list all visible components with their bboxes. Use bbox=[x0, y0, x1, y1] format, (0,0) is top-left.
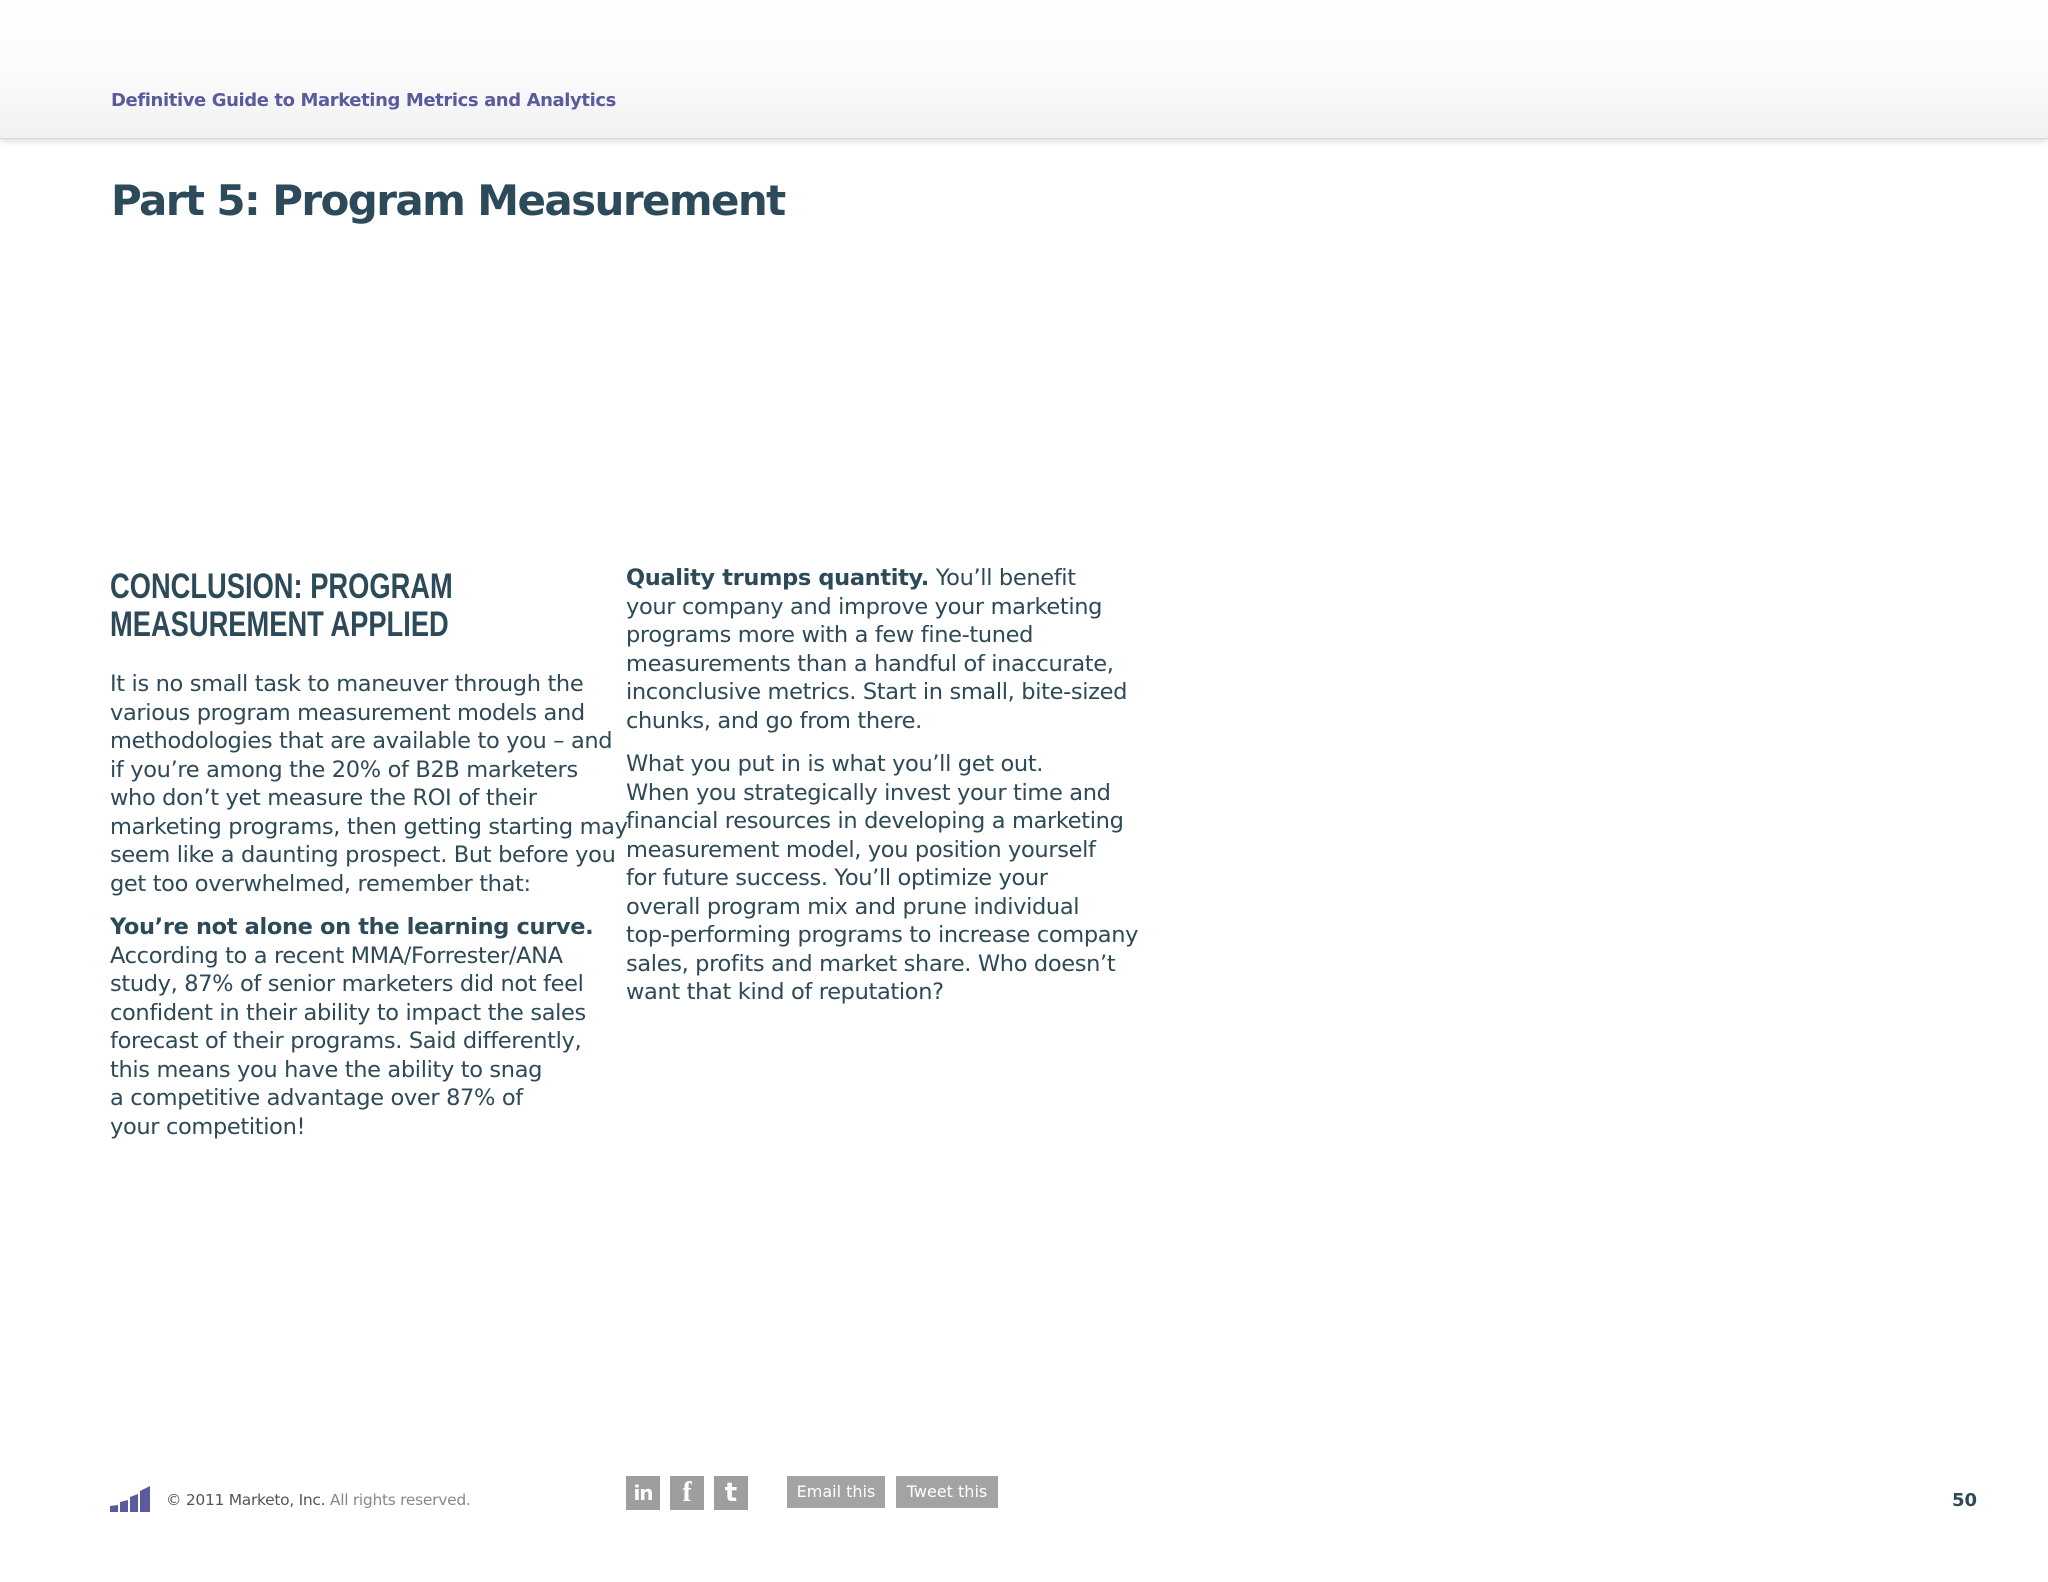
text-line: It is no small task to maneuver through the bbox=[110, 671, 584, 697]
quality-paragraph bbox=[626, 564, 1146, 735]
page-number: 50 bbox=[1952, 1490, 1978, 1511]
text-line: methodologies that are available to you – and bbox=[110, 728, 613, 754]
rights-reserved-text: All rights reserved. bbox=[325, 1491, 471, 1509]
header-band bbox=[0, 0, 2048, 139]
text-line: What you put in is what you’ll get out. bbox=[626, 751, 1044, 777]
text-line: According to a recent MMA/Forrester/ANA bbox=[110, 942, 563, 969]
section-heading bbox=[110, 568, 453, 644]
copyright-text: © 2011 Marketo, Inc. bbox=[166, 1491, 326, 1509]
part-title: Part 5: Program Measurement bbox=[111, 176, 785, 225]
text-line: When you strategically invest your time and bbox=[626, 779, 1111, 806]
marketo-logo-icon bbox=[110, 1486, 150, 1512]
text-line: forecast of their programs. Said differently, bbox=[110, 1028, 582, 1054]
text-line: get too overwhelmed, remember that: bbox=[110, 870, 531, 897]
text-line: financial resources in developing a marketing bbox=[626, 808, 1124, 834]
investment-paragraph bbox=[626, 750, 1146, 1007]
text-line: if you’re among the 20% of B2B marketers bbox=[110, 756, 578, 783]
tweet-this-button[interactable]: Tweet this bbox=[896, 1476, 998, 1508]
learning-curve-paragraph bbox=[110, 913, 610, 1141]
text-line: measurement model, you position yourself bbox=[626, 836, 1096, 863]
section-heading-line: CONCLUSION: PROGRAM bbox=[110, 567, 453, 606]
twitter-share-icon[interactable]: t bbox=[714, 1476, 748, 1510]
text-line: sales, profits and market share. Who doesn’t bbox=[626, 950, 1116, 977]
text-line: various program measurement models and bbox=[110, 699, 585, 726]
left-column bbox=[110, 670, 628, 1156]
text-line: chunks, and go from there. bbox=[626, 707, 922, 734]
text-line: seem like a daunting prospect. But before you bbox=[110, 842, 616, 868]
text-fragment: You’ll benefit bbox=[928, 565, 1076, 591]
text-line: study, 87% of senior marketers did not feel bbox=[110, 971, 584, 997]
text-line: programs more with a few fine-tuned bbox=[626, 622, 1034, 648]
text-line: who don’t yet measure the ROI of their bbox=[110, 785, 537, 811]
text-line: your competition! bbox=[110, 1113, 306, 1140]
text-line: a competitive advantage over 87% of bbox=[110, 1085, 523, 1111]
learning-curve-title: You’re not alone on the learning curve. bbox=[110, 914, 594, 940]
text-line: for future success. You’ll optimize your bbox=[626, 865, 1048, 891]
text-line: confident in their ability to impact the sales bbox=[110, 999, 586, 1026]
facebook-share-icon[interactable]: f bbox=[670, 1476, 704, 1510]
intro-paragraph bbox=[110, 670, 628, 898]
text-line: marketing programs, then getting starting may bbox=[110, 813, 628, 840]
text-line: inconclusive metrics. Start in small, bite-sized bbox=[626, 679, 1127, 705]
linkedin-share-icon[interactable]: in bbox=[626, 1476, 660, 1510]
email-this-button[interactable]: Email this bbox=[787, 1476, 885, 1508]
copyright bbox=[166, 1491, 471, 1509]
text-line: measurements than a handful of inaccurate, bbox=[626, 650, 1114, 677]
text-line: your company and improve your marketing bbox=[626, 593, 1103, 620]
text-line: top-performing programs to increase company bbox=[626, 922, 1139, 948]
right-column bbox=[626, 564, 1146, 1022]
text-line: overall program mix and prune individual bbox=[626, 893, 1080, 920]
text-line: want that kind of reputation? bbox=[626, 979, 944, 1005]
quality-title: Quality trumps quantity. bbox=[626, 565, 929, 591]
text-line: this means you have the ability to snag bbox=[110, 1056, 543, 1083]
document-title: Definitive Guide to Marketing Metrics and Analytics bbox=[111, 90, 616, 111]
section-heading-line: MEASUREMENT APPLIED bbox=[110, 605, 449, 644]
